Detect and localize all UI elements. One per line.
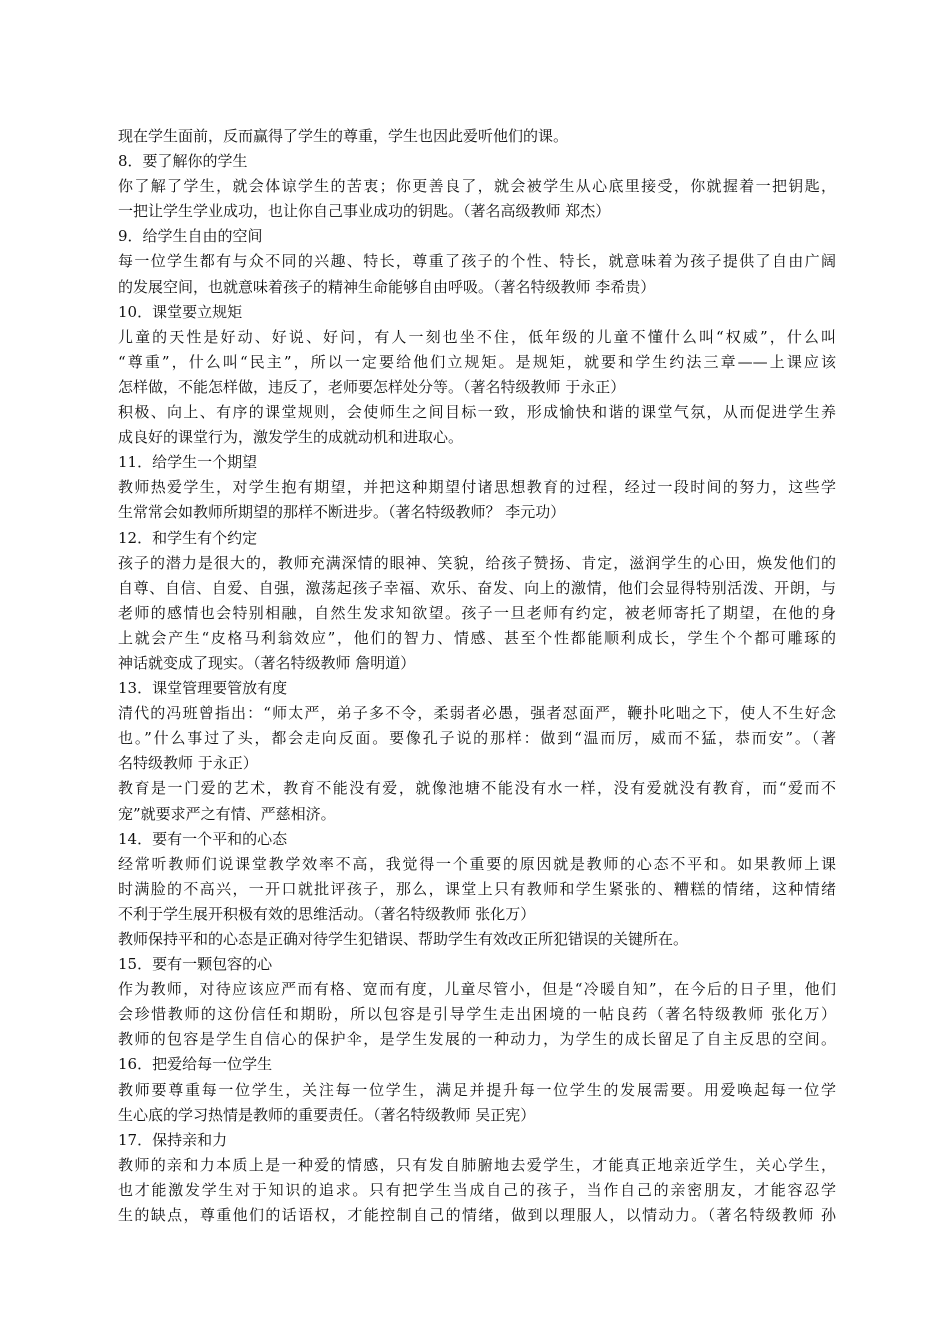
paragraph-line: 也才能激发学生对于知识的追求。只有把学生当成自己的孩子，当作自己的亲密朋友，才能容忍学 bbox=[118, 1180, 836, 1199]
paragraph-line: 会珍惜教师的这份信任和期盼，所以包容是引导学生走出困境的一帖良药（著名特级教师 张化万） bbox=[118, 1005, 836, 1024]
paragraph-line: 自尊、自信、自爱、自强，激荡起孩子幸福、欢乐、奋发、向上的激情，他们会显得特别活泼、开朗，与 bbox=[118, 578, 836, 597]
paragraph-line: 生心底的学习热情是教师的重要责任。（著名特级教师 吴正宪） bbox=[118, 1105, 536, 1124]
paragraph-line: 积极、向上、有序的课堂规则，会使师生之间目标一致，形成愉快和谐的课堂气氛，从而促进学生养 bbox=[118, 403, 836, 422]
paragraph-line: 教师的包容是学生自信心的保护伞，是学生发展的一种动力，为学生的成长留足了自主反思的空间。 bbox=[118, 1030, 836, 1049]
paragraph-line: 作为教师，对待应该应严而有格、宽而有度，儿童尽管小，但是“冷暖自知”，在今后的日子里，他们 bbox=[118, 980, 836, 999]
paragraph-line: 神话就变成了现实。（著名特级教师 詹明道） bbox=[118, 653, 416, 672]
section-heading: 9．给学生自由的空间 bbox=[118, 227, 263, 246]
section-heading: 14．要有一个平和的心态 bbox=[118, 829, 288, 848]
paragraph-line: 教育是一门爱的艺术，教育不能没有爱，就像池塘不能没有水一样，没有爱就没有教育，而“爱而不 bbox=[118, 779, 836, 798]
paragraph-line: 老师的感情也会特别相融，自然生发求知欲望。孩子一旦老师有约定，被老师寄托了期望，在他的身 bbox=[118, 603, 836, 622]
document-page bbox=[118, 124, 836, 1228]
paragraph-line: 现在学生面前，反而赢得了学生的尊重，学生也因此爱听他们的课。 bbox=[118, 127, 569, 145]
paragraph-line: 儿童的天性是好动、好说、好问，有人一刻也坐不住，低年级的儿童不懂什么叫“权威”，什么叫 bbox=[118, 327, 836, 346]
paragraph-line: 也。”什么事过了头，都会走向反面。要像孔子说的那样：做到“温而厉，威而不猛，恭而安”。（著 bbox=[118, 729, 836, 748]
paragraph-line: 教师要尊重每一位学生，关注每一位学生，满足并提升每一位学生的发展需要。用爱唤起每一位学 bbox=[118, 1080, 836, 1099]
section-heading: 11．给学生一个期望 bbox=[118, 453, 258, 472]
section-heading: 16．把爱给每一位学生 bbox=[118, 1055, 273, 1074]
paragraph-line: 清代的冯班曾指出：“师太严，弟子多不令，柔弱者必愚，强者怼面严，鞭扑叱咄之下，使人不生好念 bbox=[118, 704, 836, 723]
paragraph-line: 怎样做，不能怎样做，违反了，老师要怎样处分等。（著名特级教师 于永正） bbox=[118, 377, 626, 396]
paragraph-line: 教师的亲和力本质上是一种爱的情感，只有发自肺腑地去爱学生，才能真正地亲近学生，关心学生， bbox=[118, 1155, 836, 1174]
paragraph-line: 时满脸的不高兴，一开口就批评孩子，那么，课堂上只有教师和学生紧张的、糟糕的情绪，这种情绪 bbox=[118, 879, 836, 898]
paragraph-line: 的发展空间，也就意味着孩子的精神生命能够自由呼吸。（著名特级教师 李希贵） bbox=[118, 277, 656, 296]
section-heading: 17．保持亲和力 bbox=[118, 1130, 228, 1149]
paragraph-line: 宠”就要求严之有情、严慈相济。 bbox=[118, 804, 336, 823]
section-heading: 12．和学生有个约定 bbox=[118, 528, 258, 547]
paragraph-line: 教师保持平和的心态是正确对待学生犯错误、帮助学生有效改正所犯错误的关键所在。 bbox=[118, 930, 689, 948]
paragraph-line: 生的缺点，尊重他们的话语权，才能控制自己的情绪，做到以理服人，以情动力。（著名特级教师 孙 bbox=[118, 1206, 836, 1225]
section-heading: 10．课堂要立规矩 bbox=[118, 302, 243, 321]
paragraph-line: 孩子的潜力是很大的，教师充满深情的眼神、笑貌，给孩子赞扬、肯定，滋润学生的心田，焕发他们的 bbox=[118, 553, 836, 572]
paragraph-line: 一把让学生学业成功，也让你自己事业成功的钥匙。（著名高级教师 郑杰） bbox=[118, 202, 611, 221]
paragraph-line: 不利于学生展开积极有效的思维活动。（著名特级教师 张化万） bbox=[118, 904, 536, 923]
paragraph-line: 名特级教师 于永正） bbox=[118, 754, 258, 773]
paragraph-line: 经常听教师们说课堂教学效率不高，我觉得一个重要的原因就是教师的心态不平和。如果教师上课 bbox=[118, 854, 836, 873]
section-heading: 8．要了解你的学生 bbox=[118, 152, 248, 171]
paragraph-line: 每一位学生都有与众不同的兴趣、特长，尊重了孩子的个性、特长，就意味着为孩子提供了自由广阔 bbox=[118, 252, 836, 271]
paragraph-line: 成良好的课堂行为，激发学生的成就动机和进取心。 bbox=[118, 428, 464, 447]
section-heading: 15．要有一颗包容的心 bbox=[118, 955, 273, 974]
paragraph-line: 生常常会如教师所期望的那样不断进步。（著名特级教师？ 李元功） bbox=[118, 503, 566, 522]
paragraph-line: “尊重”，什么叫“民主”，所以一定要给他们立规矩。是规矩，就要和学生约法三章——上课应该 bbox=[118, 352, 836, 371]
section-heading: 13．课堂管理要管放有度 bbox=[118, 679, 288, 698]
paragraph-line: 上就会产生“皮格马利翁效应”，他们的智力、情感、甚至个性都能顺利成长，学生个个都可雕琢的 bbox=[118, 628, 836, 647]
paragraph-line: 你了解了学生，就会体谅学生的苦衷；你更善良了，就会被学生从心底里接受，你就握着一把钥匙， bbox=[118, 177, 836, 196]
paragraph-line: 教师热爱学生，对学生抱有期望，并把这种期望付诸思想教育的过程，经过一段时间的努力，这些学 bbox=[118, 478, 836, 497]
